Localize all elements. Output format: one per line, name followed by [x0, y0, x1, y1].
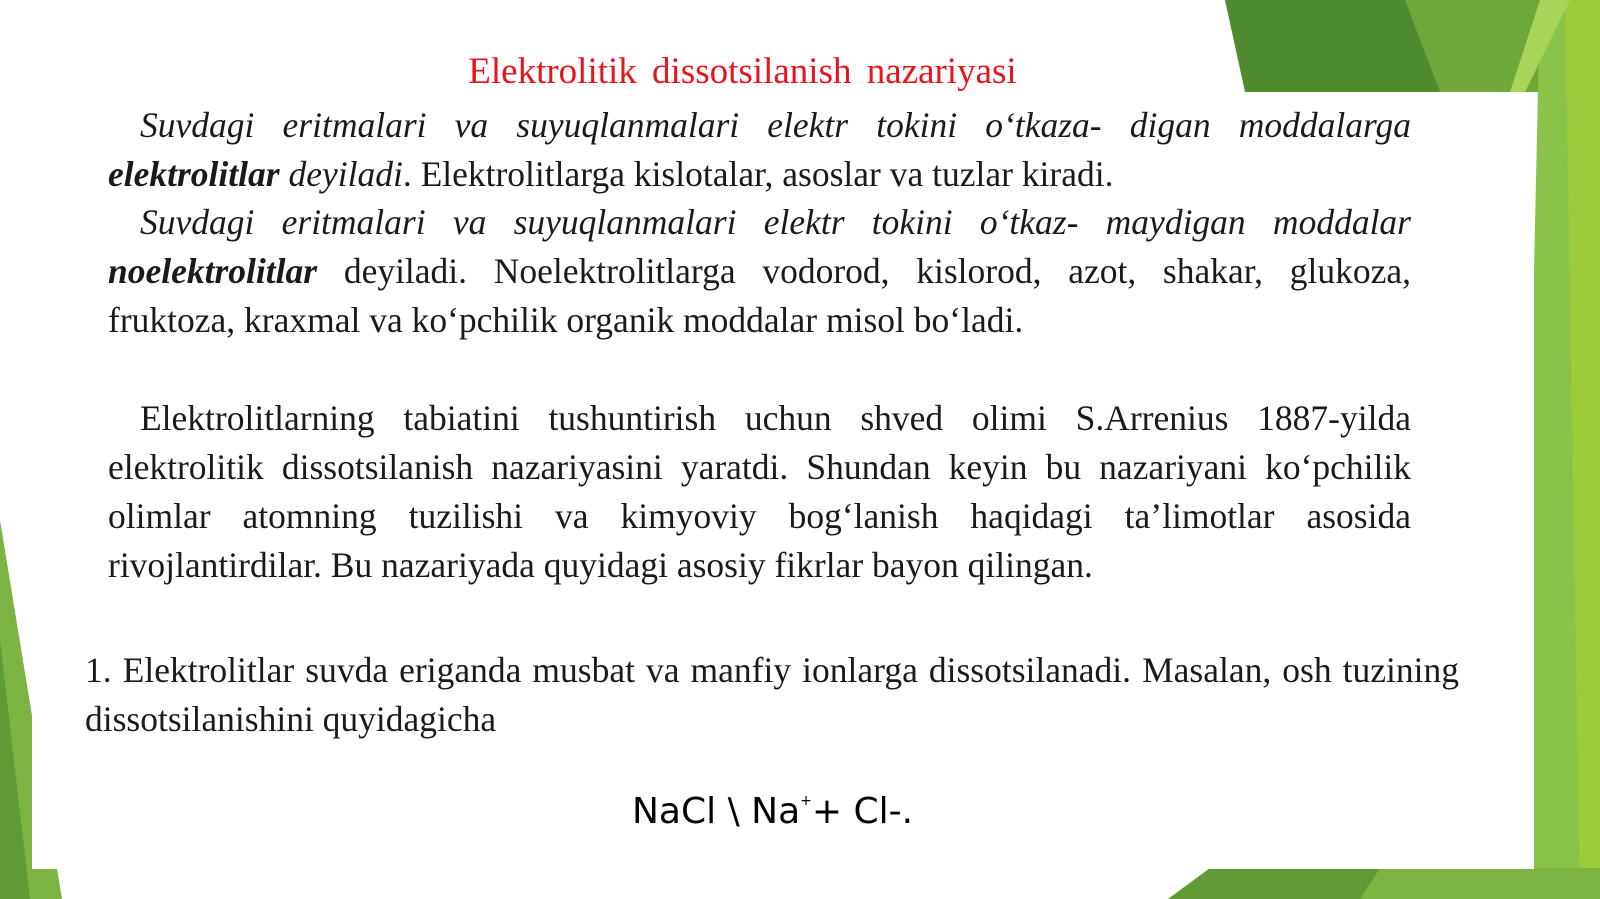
- equation-right: + Cl-.: [811, 791, 914, 832]
- term-electrolytes: elektrolitlar: [108, 154, 280, 194]
- equation-charge: +: [800, 793, 812, 809]
- definition-rest: . Elektrolitlarga kislotalar, asoslar va tuzlar kiradi.: [402, 154, 1114, 194]
- definition-italic-lead: Suvdagi eritmalari va suyuqlanmalari elektr tokini o‘tkaz- maydigan moddalar: [140, 202, 1411, 242]
- green-band-bottom-light: [1360, 868, 1600, 899]
- term-nonelectrolytes: noelektrolitlar: [108, 251, 318, 291]
- paragraph-definition-nonelectrolytes: [108, 198, 1411, 345]
- paragraph-definition-electrolytes: [108, 101, 1411, 199]
- definition-italic-lead: Suvdagi eritmalari va suyuqlanmalari elektr tokini o‘tkaza- digan moddalarga: [140, 105, 1411, 145]
- definition-italic-tail: deyiladi: [288, 154, 403, 194]
- paragraph-arrhenius-theory: Elektrolitlarning tabiatini tushuntirish uchun shved olimi S.Arrenius 1887-yilda elektrolitik dissotsilanish nazariyasini yaratdi. Shundan keyin bu nazariyani ko‘pchilik olimlar atomning tuzilishi va kimyoviy bog‘lanish haqidagi ta’limotlar asosida rivojlantirdilar. Bu nazariyada quyidagi asosiy fikrlar bayon qilingan.: [108, 398, 1411, 585]
- dissociation-equation: [632, 777, 913, 836]
- definition-rest: deyiladi. Noelektrolitlarga vodorod, kislorod, azot, shakar, glukoza, fruktoza, kraxmal va ko‘pchilik organik moddalar misol bo‘ladi.: [108, 251, 1412, 340]
- paragraph-point-one: 1. Elektrolitlar suvda eriganda musbat va manfiy ionlarga dissotsilanadi. Masalan, osh tuzining dissotsilanishini quyidagicha: [85, 650, 1459, 739]
- equation-left: NaCl \ Na: [632, 791, 801, 832]
- slide-title: Elektrolitik dissotsilanish nazariyasi: [468, 51, 1017, 92]
